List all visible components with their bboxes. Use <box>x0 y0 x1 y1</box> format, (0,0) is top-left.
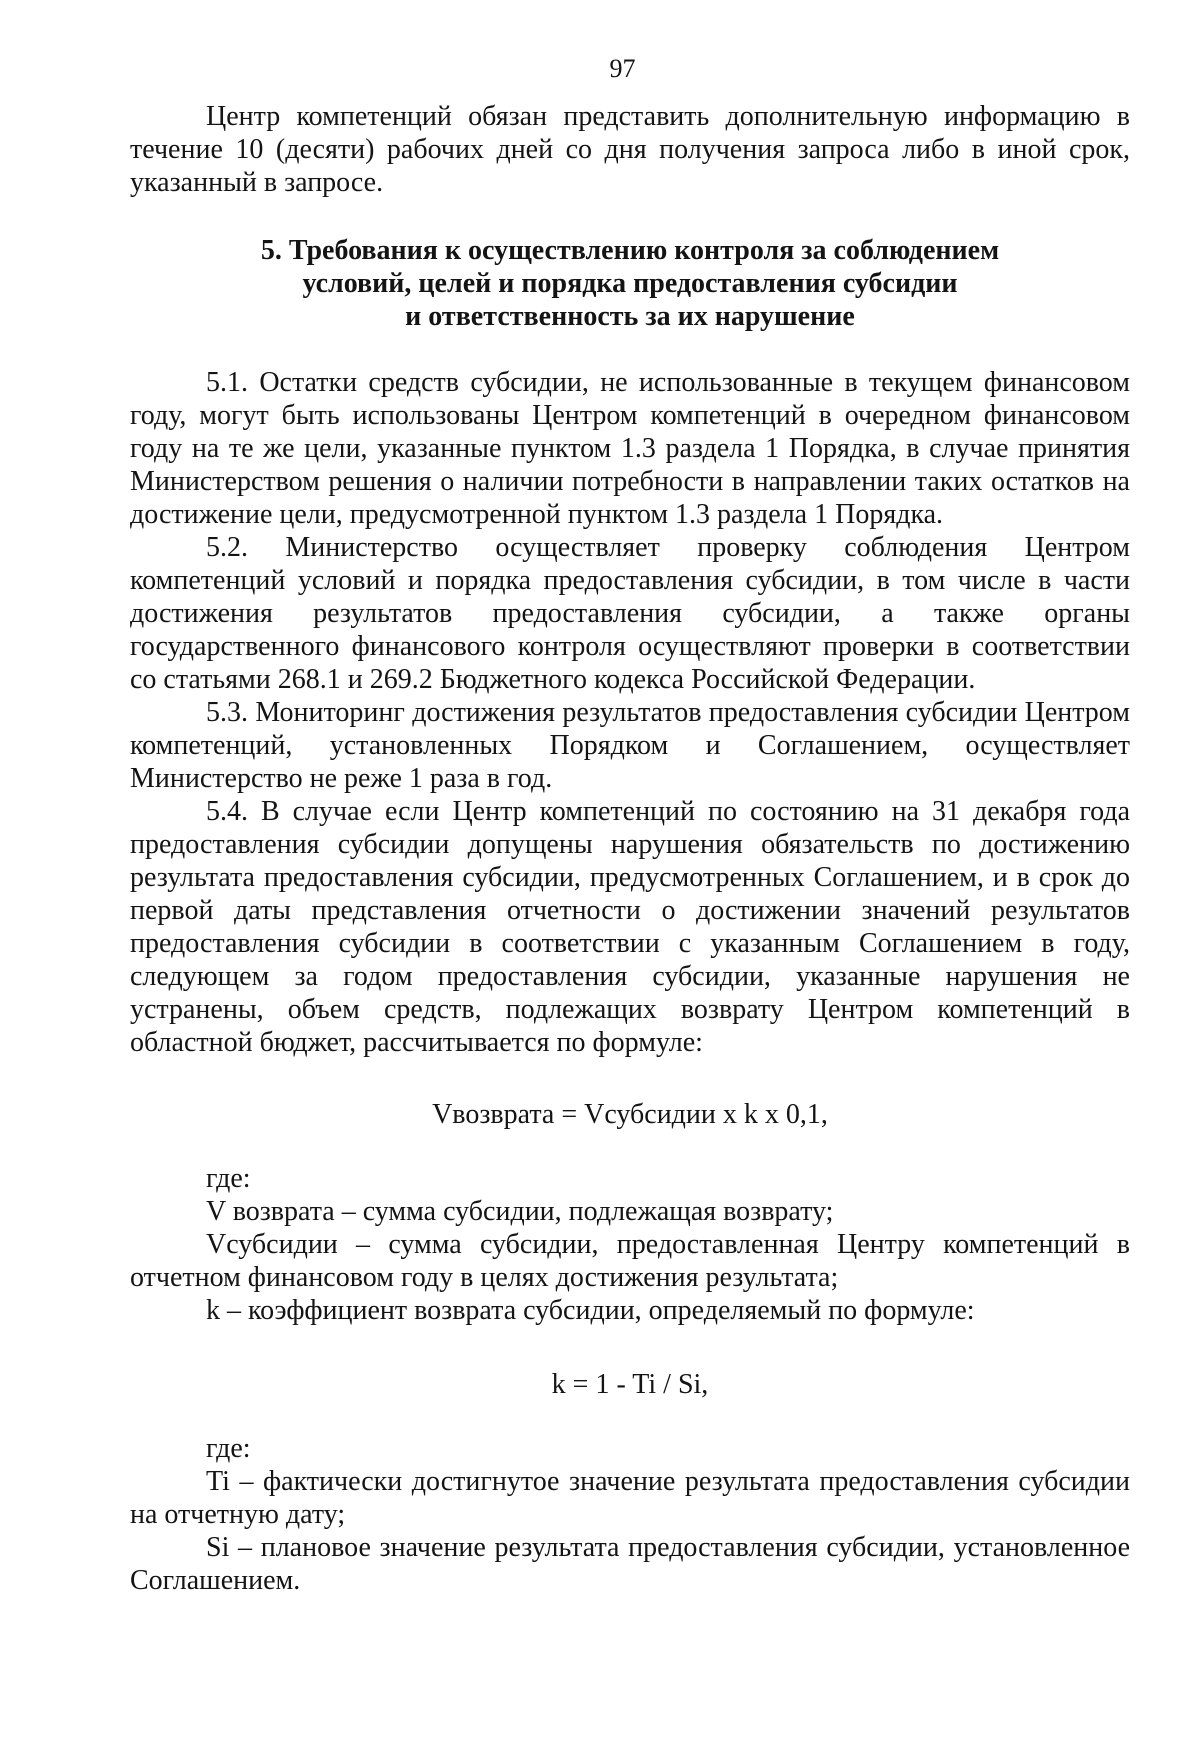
clause-5-1: 5.1. Остатки средств субсидии, не использованные в текущем финансовом году, могут быть использованы Центром компетенций в очередном финансовом году на те же цели, указанные пунктом 1.3 раздела 1 Порядка, в случае принятия Министерством решения о наличии потребности в направлении таких остатков на достижение цели, предусмотренной пунктом 1.3 раздела 1 Порядка. <box>130 367 1130 530</box>
definitions-block-1 <box>130 1162 1130 1327</box>
where-label: где: <box>206 1433 251 1464</box>
clause-5-3: 5.3. Мониторинг достижения результатов предоставления субсидии Центром компетенций, установленных Порядком и Соглашением, осуществляет Министерство не реже 1 раза в год. <box>130 697 1130 794</box>
section-heading-line: 5. Требования к осуществлению контроля за соблюдением <box>260 235 1000 266</box>
definition-k: k – коэффициент возврата субсидии, определяемый по формуле: <box>206 1295 975 1326</box>
definition-ti: Ti – фактически достигнутое значение результата предоставления субсидии на отчетную дату; <box>130 1466 1130 1530</box>
clause-5-2: 5.2. Министерство осуществляет проверку соблюдения Центром компетенций условий и порядка предоставления субсидии, в том числе в части достижения результатов предоставления субсидии, а также органы государственного финансового контроля осуществляют проверки в соответствии со статьями 268.1 и 269.2 Бюджетного кодекса Российской Федерации. <box>130 532 1130 695</box>
formula-k-coefficient: k = 1 - Ti / Si, <box>551 1369 709 1400</box>
section-heading <box>130 234 1130 333</box>
page-number: 97 <box>609 54 636 83</box>
intro-block <box>130 100 1130 199</box>
intro-paragraph: Центр компетенций обязан представить дополнительную информацию в течение 10 (десяти) рабочих дней со дня получения запроса либо в иной срок, указанный в запросе. <box>130 101 1130 198</box>
formula-return-amount: Vвозврата = Vсубсидии x k x 0,1, <box>432 1099 828 1130</box>
definition-si: Si – плановое значение результата предоставления субсидии, установленное Соглашением. <box>130 1532 1130 1596</box>
definitions-block-2 <box>130 1432 1130 1597</box>
definition-v-subsidy: Vсубсидии – сумма субсидии, предоставленная Центру компетенций в отчетном финансовом году в целях достижения результата; <box>130 1229 1130 1293</box>
section-heading-line: условий, целей и порядка предоставления субсидии <box>302 268 958 299</box>
where-label: где: <box>206 1163 251 1194</box>
section-heading-line: и ответственность за их нарушение <box>405 301 855 332</box>
clause-5-4: 5.4. В случае если Центр компетенций по состоянию на 31 декабря года предоставления субсидии допущены нарушения обязательств по достижению результата предоставления субсидии, предусмотренных Соглашением, и в срок до первой даты представления отчетности о достижении значений результатов предоставления субсидии в соответствии с указанным Соглашением в году, следующем за годом предоставления субсидии, указанные нарушения не устранены, объем средств, подлежащих возврату Центром компетенций в областной бюджет, рассчитывается по формуле: <box>130 796 1130 1058</box>
definition-v-return: V возврата – сумма субсидии, подлежащая возврату; <box>206 1196 834 1227</box>
clauses-block <box>130 366 1130 1059</box>
